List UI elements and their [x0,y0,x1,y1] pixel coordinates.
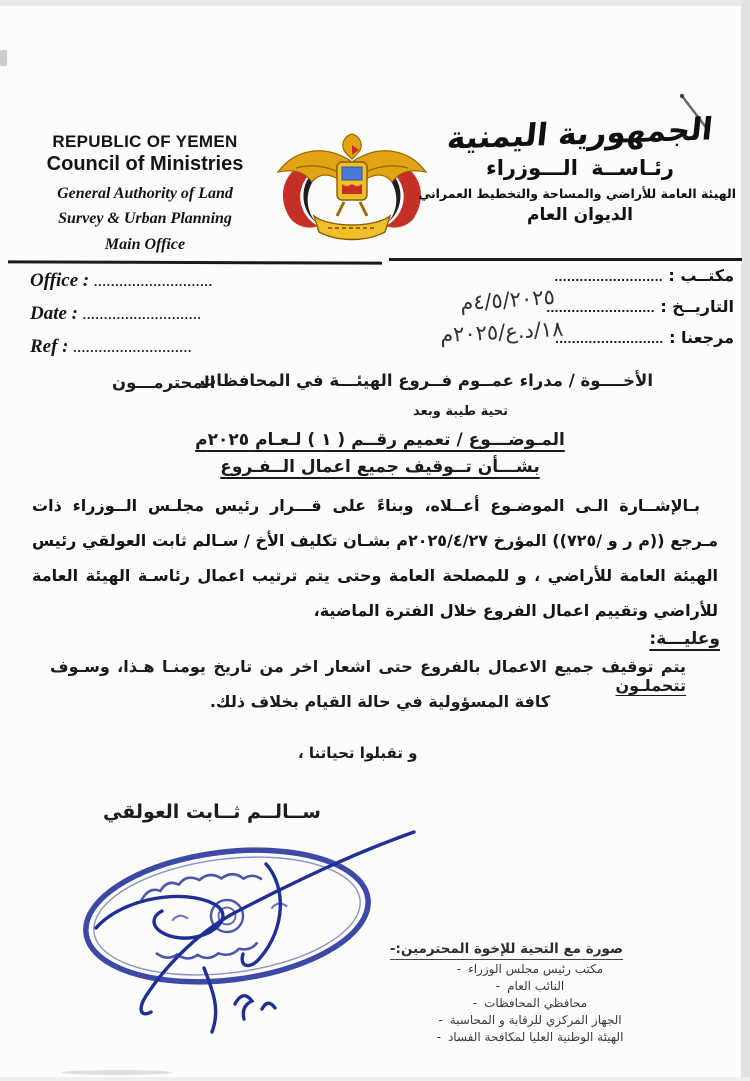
cc-dash: - [456,962,462,976]
cc-item-text: محافظي المحافظات [484,996,588,1010]
office-fill-line: ............................ [94,274,214,289]
subject-line-1: المـوضـــوع / تعميم رقــم ( ١ ) لـعـام ٢٠٢٥م [195,430,565,450]
meta-english [30,270,330,369]
cc-item [424,1031,636,1044]
yemen-coat-of-arms [266,118,438,250]
subject-line-2: بشـــأن تــوقيف جميع اعمال الــفـروع [220,457,540,477]
scan-smudge [0,50,7,66]
cc-item-text: الهيئة الوطنية العليا لمكافحة الفساد [447,1030,624,1044]
greeting: تحية طيبة وبعد [413,404,509,419]
body-paragraph-2-line-2: كافة المسؤولية في حالة القيام بخلاف ذلك. [209,692,551,711]
official-stamp [52,806,444,1044]
date-fill-line: ............................ [82,307,202,322]
scan-edge-top [0,0,750,6]
date-fill-line-ar: .......................... [546,302,655,315]
signature-scrawl [96,832,414,1032]
cc-item-text: الجهاز المركزي للرقابة و المحاسبة [449,1013,622,1027]
header-divider-left [8,260,382,264]
cc-item [424,1014,636,1027]
office-label-ar: مكتــب : [668,266,734,285]
authority-name-en-line2: Survey & Urban Planning [58,209,232,227]
main-office-en: Main Office [104,235,186,253]
republic-calligraphy: الجمهورية اليمنية [445,111,715,157]
directive-heading: وعليـــة: [649,629,720,649]
authority-name-ar: الهيئة العامة للأراضي والمساحة والتخطيط العمراني [418,186,736,201]
authority-name-en-line1: General Authority of Land [57,185,233,202]
cc-list [424,963,636,1048]
header-divider-right [389,258,742,261]
subject-block [145,430,615,484]
pm-office-ar: رئـاســة الـــوزراء [486,156,674,180]
eagle-legs [337,202,367,216]
cc-heading: صورة مع التحية للإخوة المحترمين:- [390,941,623,960]
country-name-en: REPUBLIC OF YEMEN [52,132,238,151]
ref-fill-line: ............................ [73,340,193,355]
addressee-honorific: المحترمـــون [112,373,216,392]
cc-dash: - [436,1030,441,1044]
p2-text: يتم توقيف جميع الاعمال بالفروع حتى اشعار اخر من تاريخ يومنـا هـذا، وسـوف [50,657,686,676]
scan-edge-bottom [0,1077,750,1081]
handwritten-ref: ١٨/د.ع/٢٠٢٥م [439,316,564,348]
scan-edge-right [741,0,750,1081]
cc-dash: - [495,979,501,993]
cc-item-text: مكتب رئيس مجلس الوزراء [468,962,604,976]
diwan-ar: الديوان العام [527,205,633,225]
ref-label-en: Ref : [30,336,69,357]
shield-dam [342,167,362,180]
body-paragraph-1: بـالإشــارة الـى الموضـوع أعــلاه، وبناءً على قـــرار رئيس مجلـس الــوزراء ذات مـرجع ((م ر و /٧٢٥)) المؤرخ ٢٠٢٥/٤/٢٧م بشـان تكليف الأخ / سـالم ثابت العولقي رئيس الهيئة العامة للأراضي ، و للمصلحة العامة وحتى يتم ترتيب اعمال رئاسـة الهيئة العامة للأراضي وتقييم اعمال الفروع خلال الفترة الماضية، [32,496,718,620]
cc-item [424,963,636,976]
cc-dash: - [472,996,478,1010]
signatory-name: ســالــم ثــابت العولقي [103,801,321,823]
date-label-ar: التاريــخ : [660,297,734,316]
body-paragraph-2-line-1 [50,657,706,695]
date-label-en: Date : [30,303,79,324]
cc-item [424,997,636,1010]
scan-smudge [62,1070,172,1075]
letterhead-english [26,132,264,254]
letterhead-arabic [418,111,736,225]
cc-dash: - [438,1013,443,1027]
addressee-line: الأخــــوة / مدراء عمــوم فــروع الهيئـــة في المحافظات [199,371,653,390]
ref-fill-line-ar: .......................... [554,333,664,346]
ref-label-ar: مرجعنا : [669,328,734,347]
council-name-en: Council of Ministries [46,153,244,175]
office-fill-line-ar: .......................... [554,271,663,284]
cc-item-text: النائب العام [507,979,565,993]
office-label-en: Office : [30,270,90,291]
cc-item [424,980,636,993]
closing-salutation: و تقبلوا تحياتنا ، [298,744,418,762]
handwritten-date: ٤/٥/٢٠٢٥م [459,284,556,316]
p2-underlined-word: تتحملـون [615,676,686,695]
